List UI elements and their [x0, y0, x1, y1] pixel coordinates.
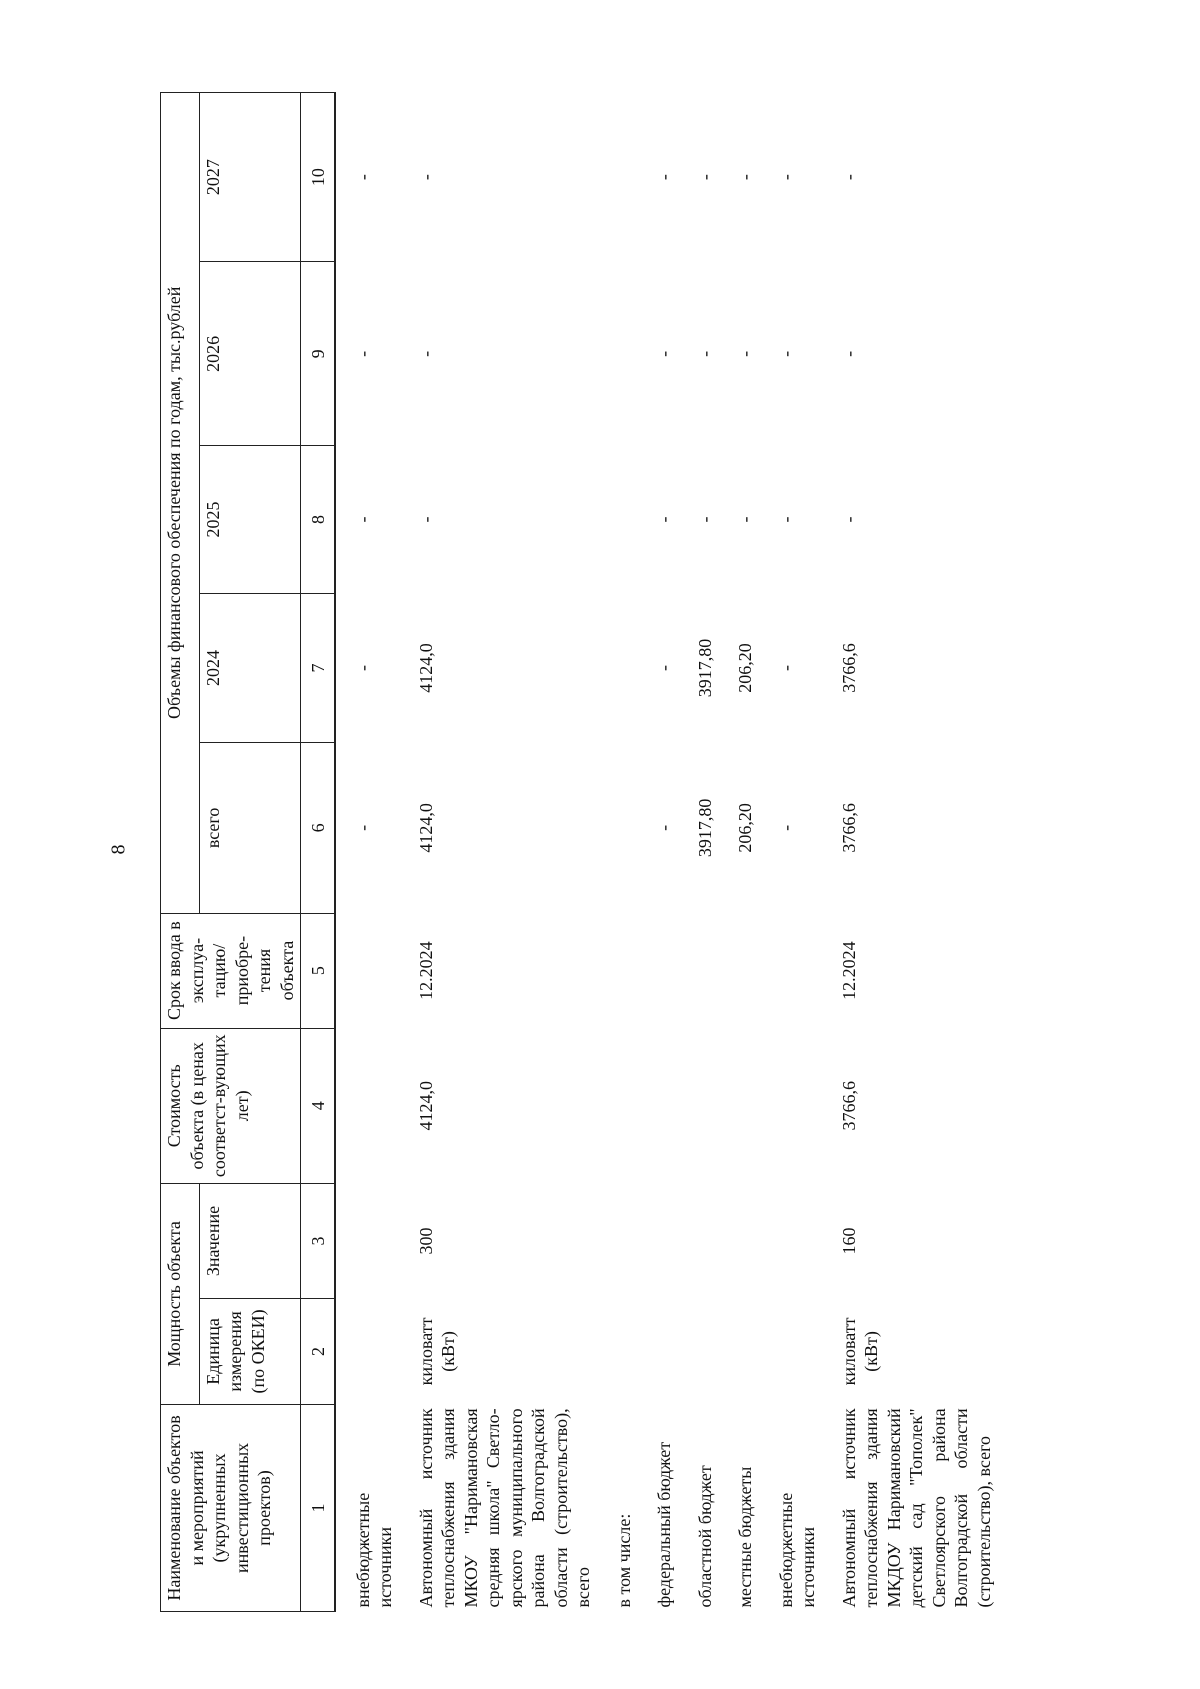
row-unit	[651, 1299, 678, 1405]
row-2025: -	[352, 516, 373, 523]
row-cost	[773, 1028, 822, 1183]
row-2024: 206,20	[735, 643, 755, 693]
header-name: Наименование объектов и мероприятий (укрупненных инвестиционных проектов)	[161, 1404, 301, 1611]
column-number: 1	[301, 1404, 335, 1611]
row-2026: -	[838, 350, 859, 357]
row-term	[651, 913, 678, 1028]
row-total: 3917,80	[694, 798, 715, 858]
row-2027: -	[775, 174, 796, 181]
rotated-table-container	[160, 92, 1200, 1612]
row-2026: -	[654, 350, 674, 357]
header-2026: 2026	[199, 262, 301, 446]
header-unit: Единица измерения (по ОКЕИ)	[199, 1299, 301, 1405]
table-row	[692, 93, 719, 1612]
row-value: 300	[415, 1227, 436, 1255]
row-name: в том числе:	[613, 1513, 634, 1608]
row-name: внебюджетные источники	[775, 1492, 818, 1608]
row-2024: -	[352, 664, 373, 671]
table-row	[611, 93, 638, 1612]
row-value: 160	[838, 1227, 859, 1255]
header-funding: Объемы финансового обеспечения по годам, тыс.рублей	[161, 93, 200, 914]
row-term	[732, 913, 759, 1028]
row-2027: -	[694, 174, 715, 181]
row-total: 206,20	[735, 803, 755, 853]
column-number: 4	[301, 1028, 335, 1183]
row-2026: -	[415, 350, 436, 357]
row-2025: -	[838, 516, 859, 523]
column-number: 6	[301, 743, 335, 913]
row-unit	[773, 1299, 822, 1405]
row-name: федеральный бюджет	[654, 1441, 674, 1608]
row-unit: киловатт (кВт)	[838, 1317, 881, 1386]
column-number: 9	[301, 262, 335, 446]
header-total: всего	[199, 743, 301, 913]
table-row	[413, 93, 597, 1612]
header-2025: 2025	[199, 446, 301, 593]
row-term	[611, 913, 638, 1028]
row-name: областной бюджет	[694, 1465, 715, 1608]
table-row	[651, 93, 678, 1612]
row-total: -	[654, 824, 674, 831]
row-term: 12.2024	[415, 941, 436, 1000]
row-value	[773, 1183, 822, 1298]
row-term	[773, 913, 822, 1028]
header-capacity: Мощность объекта	[161, 1183, 200, 1404]
row-2024: -	[775, 664, 796, 671]
row-2026: -	[694, 350, 715, 357]
table-row	[350, 93, 399, 1612]
row-name: Автономный источник теплоснабжения здания МКОУ "Наримановская средняя школа" Светло-ярского муниципального района Волгоградской области (строительство), всего	[415, 1408, 593, 1608]
row-total: -	[775, 824, 796, 831]
row-value	[732, 1183, 759, 1298]
page-number: 8	[107, 844, 130, 855]
column-number: 8	[301, 446, 335, 593]
row-unit	[350, 1299, 399, 1405]
row-total: -	[352, 824, 373, 831]
row-2024: 3917,80	[694, 638, 715, 698]
row-2027: -	[415, 174, 436, 181]
header-cost: Стоимость объекта (в ценах соответст-вующих лет)	[161, 1028, 301, 1183]
row-2026: -	[352, 350, 373, 357]
column-number: 3	[301, 1183, 335, 1298]
row-2026: -	[775, 350, 796, 357]
header-commission: Срок ввода в эксплуа-тацию/ приобре-тения объекта	[161, 913, 301, 1028]
column-number: 2	[301, 1299, 335, 1405]
row-2025: -	[694, 516, 715, 523]
row-term	[350, 913, 399, 1028]
row-2026	[611, 262, 638, 446]
column-number: 7	[301, 593, 335, 743]
row-cost: 3766,6	[838, 1081, 859, 1131]
row-name: местные бюджеты	[735, 1466, 755, 1608]
header-2024: 2024	[199, 593, 301, 743]
row-cost	[611, 1028, 638, 1183]
row-2025: -	[654, 516, 674, 523]
row-term: 12.2024	[838, 941, 859, 1000]
row-value	[350, 1183, 399, 1298]
row-cost	[692, 1028, 719, 1183]
table-row	[836, 93, 998, 1612]
column-numbers-row	[301, 93, 335, 1612]
table-row	[732, 93, 759, 1612]
row-cost	[350, 1028, 399, 1183]
row-2025: -	[775, 516, 796, 523]
row-unit	[692, 1299, 719, 1405]
row-cost: 4124,0	[415, 1081, 436, 1131]
column-number: 5	[301, 913, 335, 1028]
row-2024: 3766,6	[838, 643, 859, 693]
row-unit	[611, 1299, 638, 1405]
column-number: 10	[301, 93, 335, 262]
row-name: Автономный источник теплоснабжения здания МКДОУ Наримановский детский сад "Тополек" Светлоярского района Волгоградской области (строительство), всего	[838, 1408, 994, 1608]
row-2027	[611, 93, 638, 262]
row-2024	[611, 593, 638, 743]
row-2024: -	[654, 664, 674, 671]
row-2025: -	[735, 516, 755, 523]
header-2027: 2027	[199, 93, 301, 262]
table-row	[773, 93, 822, 1612]
row-unit	[732, 1299, 759, 1405]
row-2024: 4124,0	[415, 643, 436, 693]
row-cost	[732, 1028, 759, 1183]
row-2025: -	[415, 516, 436, 523]
row-2027: -	[735, 174, 755, 181]
row-2026: -	[735, 350, 755, 357]
row-2025	[611, 446, 638, 593]
row-2027: -	[352, 174, 373, 181]
row-2027: -	[838, 174, 859, 181]
row-total: 4124,0	[415, 803, 436, 853]
row-name: внебюджетные источники	[352, 1492, 395, 1608]
row-unit: киловатт (кВт)	[415, 1317, 458, 1386]
funding-table	[160, 92, 997, 1612]
row-cost	[651, 1028, 678, 1183]
row-term	[692, 913, 719, 1028]
row-value	[611, 1183, 638, 1298]
row-total: 3766,6	[838, 803, 859, 853]
header-value: Значение	[199, 1183, 301, 1298]
row-value	[692, 1183, 719, 1298]
row-value	[651, 1183, 678, 1298]
row-2027: -	[654, 174, 674, 181]
row-total	[611, 743, 638, 913]
